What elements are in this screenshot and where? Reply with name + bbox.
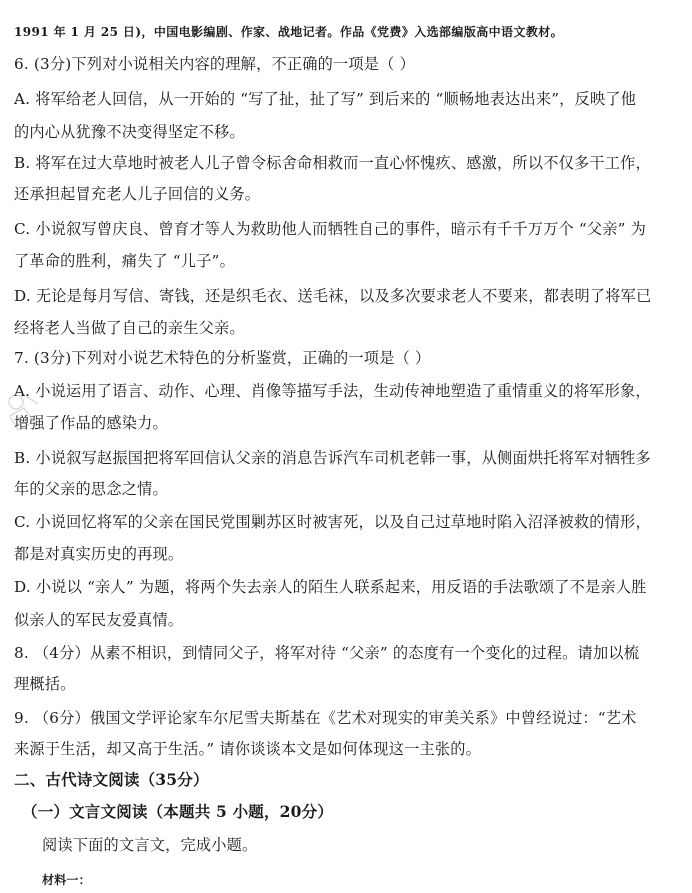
watermark-stamp-icon <box>4 388 44 436</box>
reading-instruction: 阅读下面的文言文，完成小题。 <box>42 836 258 854</box>
question-7-option-b-line-1: B. 小说叙写赵振国把将军回信认父亲的消息告诉汽车司机老韩一事，从侧面烘托将军对牺牲多 <box>14 449 651 467</box>
question-7-option-a-line-2: 增强了作品的感染力。 <box>14 414 168 432</box>
question-7-option-a-line-1: A. 小说运用了语言、动作、心理、肖像等描写手法，生动传神地塑造了重情重义的将军形象， <box>14 382 651 400</box>
question-6-option-b-line-1: B. 将军在过大草地时被老人儿子曾令标舍命相救而一直心怀愧疚、感激，所以不仅多干工作， <box>14 154 651 172</box>
question-7-option-c-line-2: 都是对真实历史的再现。 <box>14 545 184 563</box>
question-9-line-1: 9. （6分）俄国文学评论家车尔尼雪夫斯基在《艺术对现实的审美关系》中曾经说过：“艺术 <box>14 709 637 727</box>
question-6-option-a-line-1: A. 将军给老人回信，从一开始的 “写了扯，扯了写” 到后来的 “顺畅地表达出来”，反映了他 <box>14 90 637 108</box>
question-6-option-d-line-1: D. 无论是每月写信、寄钱，还是织毛衣、送毛袜，以及多次要求老人不要来，都表明了将军已 <box>14 287 652 305</box>
question-6-option-d-line-2: 经将老人当做了自己的亲生父亲。 <box>14 319 245 337</box>
question-8-line-1: 8. （4分）从素不相识，到情同父子，将军对待 “父亲” 的态度有一个变化的过程。请加以梳 <box>14 644 640 662</box>
question-7-option-d-line-2: 似亲人的军民友爱真情。 <box>14 611 184 629</box>
question-6-option-a-line-2: 的内心从犹豫不决变得坚定不移。 <box>14 123 245 141</box>
question-6-stem: 6. (3分)下列对小说相关内容的理解，不正确的一项是（ ） <box>14 55 415 73</box>
question-7-stem: 7. (3分)下列对小说艺术特色的分析鉴赏，正确的一项是（ ） <box>14 349 431 367</box>
subsection-heading: （一）文言文阅读（本题共 5 小题，20分） <box>22 802 334 821</box>
author-bio-line: 1991 年 1 月 25 日)，中国电影编剧、作家、战地记者。作品《党费》入选部编版高中语文教材。 <box>14 25 564 39</box>
question-8-line-2: 理概括。 <box>14 675 76 693</box>
material-label: 材料一： <box>42 873 91 887</box>
question-7-option-b-line-2: 年的父亲的思念之情。 <box>14 480 168 498</box>
question-6-option-c-line-2: 了革命的胜利，痛失了 “儿子”。 <box>14 252 235 270</box>
section-heading: 二、古代诗文阅读（35分） <box>14 770 209 789</box>
question-9-line-2: 来源于生活，却又高于生活。” 请你谈谈本文是如何体现这一主张的。 <box>14 740 482 758</box>
question-7-option-d-line-1: D. 小说以 “亲人” 为题，将两个失去亲人的陌生人联系起来，用反语的手法歌颂了不是亲人胜 <box>14 578 647 596</box>
question-6-option-c-line-1: C. 小说叙写曾庆良、曾育才等人为救助他人而牺牲自己的事件，暗示有千千万万个 “父亲” 为 <box>14 220 647 238</box>
question-7-option-c-line-1: C. 小说回忆将军的父亲在国民党围剿苏区时被害死，以及自己过草地时陷入沼泽被救的情形， <box>14 513 651 531</box>
question-6-option-b-line-2: 还承担起冒充老人儿子回信的义务。 <box>14 185 261 203</box>
